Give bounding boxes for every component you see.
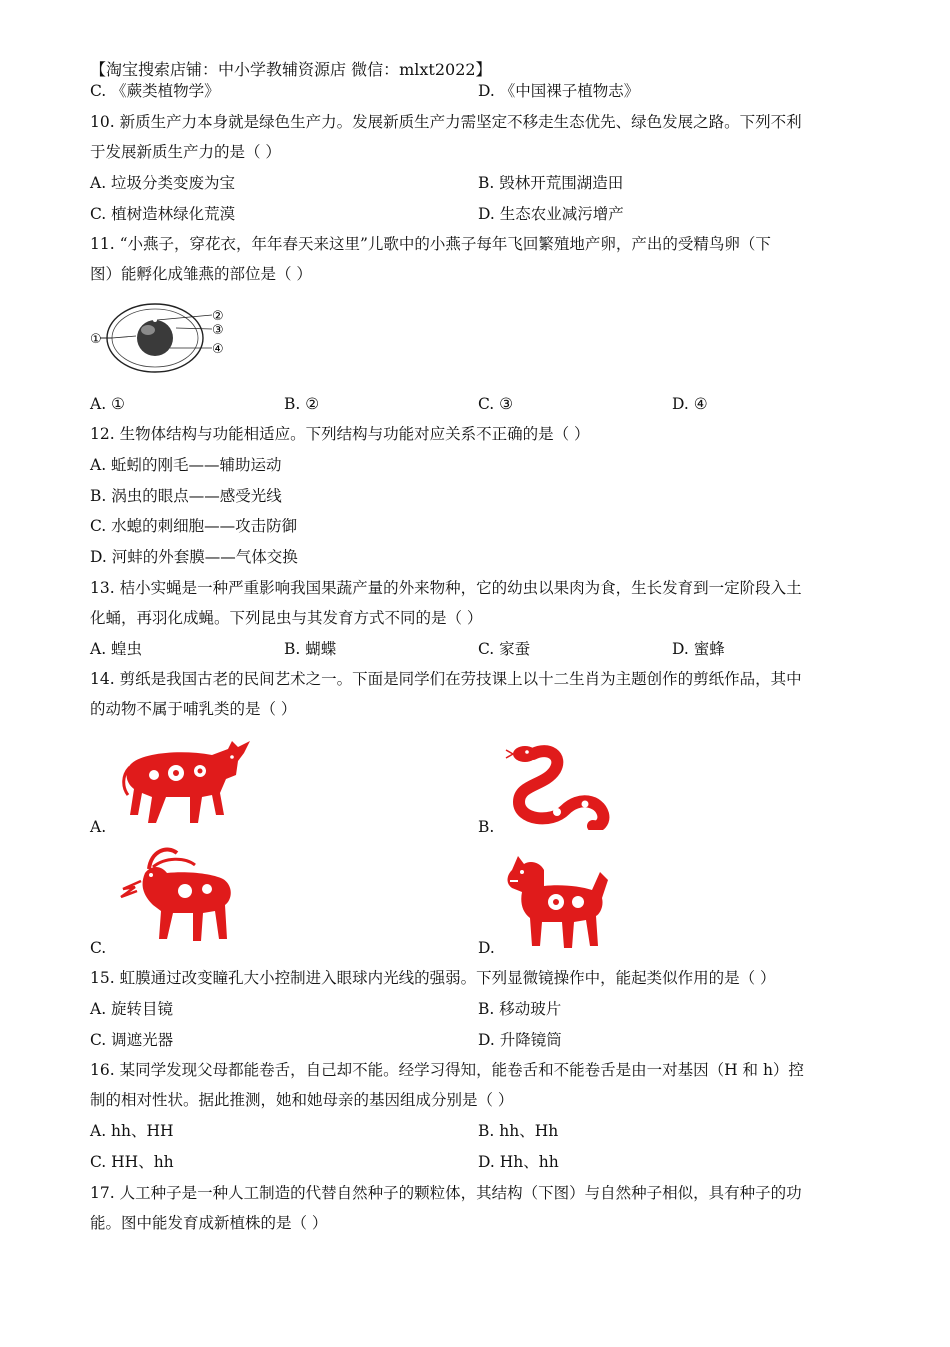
snake-pattern-3	[582, 801, 589, 808]
goat-horn-2	[153, 859, 195, 867]
egg-label-2: ②	[212, 309, 224, 324]
q13-option-c: C. 家蚕	[478, 640, 531, 658]
ox-pattern-center-1	[173, 770, 179, 776]
q10-option-c: C. 植树造林绿化荒漠	[90, 205, 236, 223]
q10-stem-line2: 于发展新质生产力的是（ ）	[90, 143, 281, 161]
goat-pattern-1	[178, 884, 192, 898]
q13-option-d: D. 蜜蜂	[672, 640, 725, 658]
q10-option-d: D. 生态农业减污增产	[478, 205, 624, 223]
q11-option-d: D. ④	[672, 395, 708, 413]
q15-option-b: B. 移动玻片	[478, 1000, 562, 1018]
dog-eye	[520, 870, 524, 874]
egg-label-4: ④	[212, 342, 224, 357]
q16-stem-line1: 16. 某同学发现父母都能卷舌，自己却不能。经学习得知，能卷舌和不能卷舌是由一对基因（H 和 h）控	[90, 1061, 804, 1079]
q12-option-b: B. 涡虫的眼点——感受光线	[90, 487, 282, 505]
q14-label-c: C.	[90, 939, 107, 957]
snake-pattern-2	[553, 808, 561, 816]
q17-stem-line1: 17. 人工种子是一种人工制造的代替自然种子的颗粒体，其结构（下图）与自然种子相似，具有种子的功	[90, 1184, 802, 1202]
q11-option-c: C. ③	[478, 395, 514, 413]
egg-yolk-highlight	[141, 325, 155, 335]
goat-pattern-2	[202, 884, 212, 894]
paper-cut-ox-image	[120, 735, 262, 830]
egg-label-1: ①	[90, 332, 102, 347]
q13-option-b: B. 蝴蝶	[284, 640, 337, 658]
snake-body	[519, 751, 603, 826]
paper-cut-snake-image	[505, 740, 615, 830]
q16-option-b: B. hh、Hh	[478, 1122, 559, 1140]
q10-option-a: A. 垃圾分类变废为宝	[90, 174, 236, 192]
q15-option-c: C. 调遮光器	[90, 1031, 174, 1049]
snake-tongue	[506, 750, 513, 758]
q9-option-c: C. 《蕨类植物学》	[90, 82, 220, 100]
q14-label-b: B.	[478, 818, 495, 836]
ox-pattern-flower-3	[149, 770, 159, 780]
q16-option-d: D. Hh、hh	[478, 1153, 559, 1171]
paper-cut-dog-image	[500, 850, 615, 950]
snake-head	[513, 746, 537, 762]
q12-option-c: C. 水螅的刺细胞——攻击防御	[90, 517, 298, 535]
q14-stem-line2: 的动物不属于哺乳类的是（ ）	[90, 700, 297, 718]
q12-option-a: A. 蚯蚓的刚毛——辅助运动	[90, 456, 282, 474]
q11-option-b: B. ②	[284, 395, 320, 413]
q11-option-a: A. ①	[90, 395, 125, 413]
q11-stem-line1: 11. “小燕子，穿花衣，年年春天来这里”儿歌中的小燕子每年飞回繁殖地产卵，产出的受精鸟卵（下	[90, 235, 771, 253]
snake-pattern-1	[534, 801, 544, 811]
egg-yolk	[137, 320, 173, 356]
ox-body	[127, 741, 250, 823]
goat-eye	[149, 873, 153, 877]
goat-body	[143, 867, 231, 941]
q17-stem-line2: 能。图中能发育成新植株的是（ ）	[90, 1214, 328, 1232]
q16-option-a: A. hh、HH	[90, 1122, 174, 1140]
q15-option-a: A. 旋转目镜	[90, 1000, 174, 1018]
dog-pattern-2	[572, 896, 584, 908]
ox-pattern-center-2	[198, 769, 203, 774]
dog-pattern-center-1	[553, 899, 559, 905]
q15-option-d: D. 升降镜筒	[478, 1031, 562, 1049]
snake-eye	[525, 750, 529, 754]
q10-stem-line1: 10. 新质生产力本身就是绿色生产力。发展新质生产力需坚定不移走生态优先、绿色发展之路。下列不利	[90, 113, 802, 131]
egg-label-3: ③	[212, 323, 224, 338]
ox-eye	[230, 755, 234, 759]
q14-stem-line1: 14. 剪纸是我国古老的民间艺术之一。下面是同学们在劳技课上以十二生肖为主题创作的剪纸作品，其中	[90, 670, 802, 688]
dog-mouth	[510, 880, 518, 882]
goat-beard	[121, 881, 141, 897]
paper-cut-goat-image	[115, 843, 240, 948]
q11-stem-line2: 图）能孵化成雏燕的部位是（ ）	[90, 265, 312, 283]
store-header: 【淘宝搜索店铺：中小学教辅资源店 微信：mlxt2022】	[90, 60, 492, 79]
q14-label-d: D.	[478, 939, 495, 957]
q15-stem: 15. 虹膜通过改变瞳孔大小控制进入眼球内光线的强弱。下列显微镜操作中，能起类似作用的是（ ）	[90, 969, 776, 987]
q13-option-a: A. 蝗虫	[90, 640, 143, 658]
q10-option-b: B. 毁林开荒围湖造田	[478, 174, 624, 192]
q16-stem-line2: 制的相对性状。据此推测，她和她母亲的基因组成分别是（ ）	[90, 1091, 514, 1109]
bird-egg-diagram	[90, 296, 240, 376]
germinal-disc	[153, 318, 157, 322]
q13-stem-line1: 13. 桔小实蝇是一种严重影响我国果蔬产量的外来物种，它的幼虫以果肉为食，生长发育到一定阶段入土	[90, 579, 802, 597]
q16-option-c: C. HH、hh	[90, 1153, 174, 1171]
q13-stem-line2: 化蛹，再羽化成蝇。下列昆虫与其发育方式不同的是（ ）	[90, 609, 483, 627]
q12-stem: 12. 生物体结构与功能相适应。下列结构与功能对应关系不正确的是（ ）	[90, 425, 590, 443]
q12-option-d: D. 河蚌的外套膜——气体交换	[90, 548, 298, 566]
q9-option-d: D. 《中国裸子植物志》	[478, 82, 640, 100]
q14-label-a: A.	[90, 818, 107, 836]
